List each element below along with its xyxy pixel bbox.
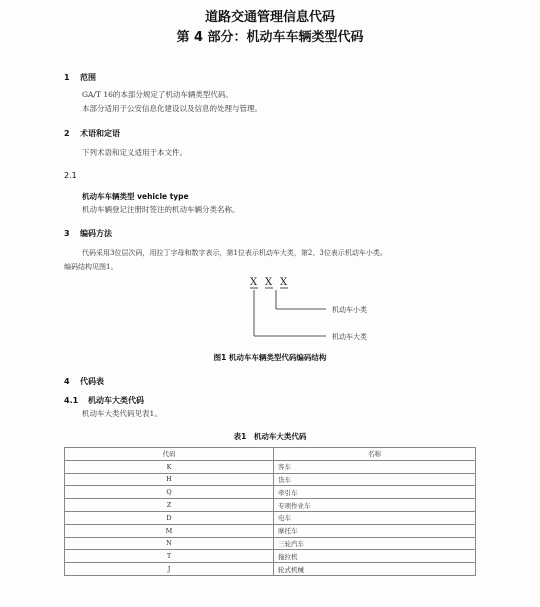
section-title: 范围 [80, 73, 96, 82]
table-row [65, 550, 476, 563]
cell-code: N [65, 537, 274, 550]
section-2-line-1: 下列术语和定义适用于本文件。 [82, 148, 187, 157]
section-3-line-2: 编码结构见图1。 [64, 263, 118, 271]
code-letter-1: X [250, 277, 258, 288]
table-row [65, 499, 476, 512]
document-subtitle: 第 4 部分：机动车车辆类型代码 [176, 30, 364, 45]
section-1-heading [64, 72, 96, 83]
term-title: 机动车车辆类型 vehicle type [82, 192, 189, 201]
cell-name: 轮式机械 [274, 563, 476, 576]
label-small-class: 机动车小类 [332, 306, 367, 314]
cell-name: 电车 [274, 511, 476, 524]
term-definition: 机动车辆登记注册时签注的机动车辆分类名称。 [82, 205, 240, 214]
cell-code: K [65, 460, 274, 473]
document-title: 道路交通管理信息代码 [204, 10, 335, 25]
vehicle-class-table [64, 447, 476, 576]
section-number: 3 [64, 229, 70, 238]
cell-code: H [65, 473, 274, 486]
cell-name: 拖拉机 [274, 550, 476, 563]
table-row [65, 511, 476, 524]
section-4-1-heading [64, 395, 144, 406]
cell-code: D [65, 511, 274, 524]
cell-code: M [65, 524, 274, 537]
code-letter-2: X [265, 277, 273, 288]
section-title: 编码方法 [80, 229, 112, 238]
section-4-1-line: 机动车大类代码见表1。 [82, 409, 162, 418]
cell-code: J [65, 563, 274, 576]
section-title: 机动车大类代码 [88, 396, 144, 405]
table-row [65, 473, 476, 486]
table-row [65, 537, 476, 550]
section-1-line-1: GA/T 16的本部分规定了机动车辆类型代码。 [82, 90, 233, 99]
cell-name: 货车 [274, 473, 476, 486]
section-title: 术语和定语 [80, 129, 120, 138]
table-header-row [65, 448, 476, 461]
table-1-caption: 表1 机动车大类代码 [233, 432, 307, 441]
table-row [65, 486, 476, 499]
cell-name: 客车 [274, 460, 476, 473]
column-header-code: 代码 [65, 448, 274, 461]
section-number: 1 [64, 73, 70, 82]
cell-name: 牵引车 [274, 486, 476, 499]
cell-code: Z [65, 499, 274, 512]
label-big-class: 机动车大类 [332, 333, 367, 341]
section-title: 代码表 [80, 377, 104, 386]
column-header-name: 名称 [274, 448, 476, 461]
cell-name: 专项作业车 [274, 499, 476, 512]
figure-1-diagram [0, 272, 540, 352]
section-2-1-number: 2.1 [64, 171, 77, 180]
section-3-heading [64, 228, 112, 239]
table-row [65, 524, 476, 537]
figure-1-caption: 图1 机动车车辆类型代码编码结构 [213, 353, 327, 362]
cell-code: Q [65, 486, 274, 499]
cell-name: 三轮汽车 [274, 537, 476, 550]
table-row [65, 460, 476, 473]
cell-name: 摩托车 [274, 524, 476, 537]
section-4-heading [64, 376, 104, 387]
section-1-line-2: 本部分适用于公安信息化建设以及信息的处理与管理。 [82, 104, 262, 113]
section-2-heading [64, 128, 120, 139]
cell-code: T [65, 550, 274, 563]
section-number: 4 [64, 377, 70, 386]
section-number: 4.1 [64, 396, 79, 405]
table-row [65, 563, 476, 576]
code-letter-3: X [280, 277, 288, 288]
section-number: 2 [64, 129, 70, 138]
section-3-line-1: 代码采用3位层次码，用拉丁字母和数字表示，第1位表示机动车大类，第2、3位表示机动车小类。 [82, 249, 387, 257]
